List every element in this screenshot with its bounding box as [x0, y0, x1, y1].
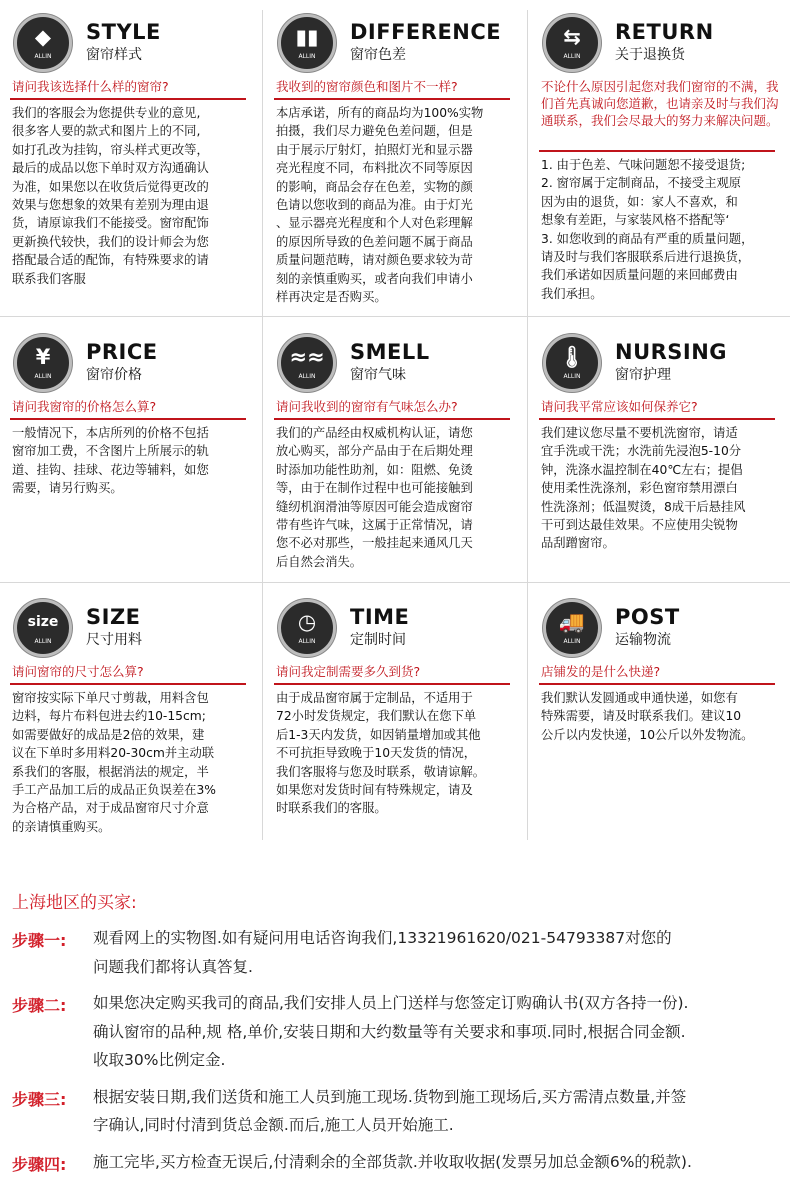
answer-line: 时添加功能性助剂，如：阻燃、免烫	[276, 462, 473, 477]
answer-line: 我们的产品经由权威机构认证，请您	[276, 426, 473, 440]
answer-line: 更新换代较快，我们的设计师会为您	[12, 234, 209, 249]
answer-line: 样再决定是否购买。	[276, 290, 387, 305]
answer-line: 边料，每片布料包进去约10-15cm;	[12, 709, 206, 724]
answer-line: 性洗涤剂；低温熨烫，8成干后悬挂风	[541, 499, 746, 514]
step-text	[93, 1083, 783, 1140]
card-title-en: RETURN	[615, 20, 714, 44]
step-label: 步骤三:	[12, 1089, 67, 1109]
answer-line: 72小时发货规定，我们默认在您下单	[276, 709, 477, 724]
card-title-en: TIME	[350, 605, 410, 629]
answer-line: 2. 窗帘属于定制商品，不接受主观原	[541, 176, 742, 191]
answer-line: 3. 如您收到的商品有严重的质量问题，	[541, 231, 754, 246]
faq-card-smell	[264, 320, 526, 620]
icon-glyph: ⇆	[563, 25, 581, 49]
answer-line: 想象有差距，与家装风格不搭配等‘	[541, 213, 730, 228]
card-question: 请问我窗帘的价格怎么算?	[12, 399, 157, 414]
question-underline	[10, 418, 246, 420]
step-label: 步骤一:	[12, 931, 67, 950]
step-text	[93, 924, 783, 981]
answer-line: 缝纫机润滑油等原因可能会造成窗帘	[276, 499, 473, 514]
icon-glyph: size	[27, 614, 59, 630]
answer-line: 请及时与我们客服联系后进行退换货，	[541, 250, 751, 265]
question-underline	[274, 683, 510, 685]
answer-line: 的原因所导致的色差问题不属于商品	[276, 234, 473, 249]
card-question: 不论什么原因引起您对我们窗帘的不满，我们首先真诚向您道歉，也请亲及时与我们沟通联系，我们会尽最大的努力来解决问题。	[541, 79, 779, 128]
answer-line: 议在下单时多用料20-30cm并主动联	[12, 746, 215, 761]
card-answer	[276, 689, 514, 818]
question-underline	[539, 418, 775, 420]
card-answer	[12, 689, 250, 836]
answer-line: 联系我们客服	[12, 271, 86, 286]
faq-card-time	[264, 585, 526, 885]
answer-line: 亮光程度不同，布料批次不同等原因	[276, 161, 473, 176]
answer-line: 我们承担。	[541, 286, 603, 301]
card-question: 请问窗帘的尺寸怎么算?	[12, 664, 144, 679]
answer-line: 手工产品加工后的成品正负误差在3%	[12, 783, 216, 798]
brand-badge-text: ALLIN	[563, 53, 581, 60]
answer-line: 窗帘按实际下单尺寸剪裁，用料含包	[12, 691, 209, 705]
answer-line: 我们默认发圆通或申通快递，如您有	[541, 691, 738, 705]
answer-line: 后自然会消失。	[276, 554, 363, 569]
card-question: 我收到的窗帘颜色和图片不一样?	[276, 79, 458, 94]
answer-line: 我们的客服会为您提供专业的意见,	[12, 106, 201, 120]
answer-line: 效果与您想象的效果有差别为理由退	[12, 198, 209, 213]
faq-card-price	[0, 320, 262, 620]
faq-card-return	[529, 0, 790, 300]
answer-line: 为准，如果您以在收货后觉得更改的	[12, 179, 209, 194]
card-question: 店铺发的是什么快递?	[541, 664, 661, 679]
step-text-line: 收取30%比例定金.	[93, 1051, 226, 1069]
answer-line: 最后的成品以您下单时双方沟通确认	[12, 161, 209, 176]
card-title-cn: 窗帘样式	[86, 47, 142, 63]
answer-line: 货，请原谅我们不能接受。窗帘配饰	[12, 216, 209, 231]
answer-line: 拍摄，我们尽力避免色差问题，但是	[276, 124, 473, 139]
question-underline	[274, 98, 510, 100]
icon-glyph: ◷	[297, 610, 317, 634]
brand-badge-text: ALLIN	[34, 638, 52, 645]
card-title-cn: 运输物流	[615, 632, 671, 648]
answer-line: 由于展示厅射灯，拍照灯光和显示器	[276, 142, 473, 157]
answer-line: 系我们的客服，根据消法的规定，半	[12, 764, 209, 779]
brand-badge-text: ALLIN	[34, 53, 52, 60]
icon-glyph: ¥	[35, 345, 51, 369]
answer-line: 您不必对那些，一般挂起来通风几天	[276, 536, 473, 551]
card-question: 请问我平常应该如何保养它?	[541, 399, 698, 414]
answer-line: 色请以您收到的商品为准。由于灯光	[276, 198, 473, 213]
step-text	[93, 1148, 783, 1177]
step-text-line: 观看网上的实物图.如有疑问用电话咨询我们,13321961620/021-54793387对您的	[93, 929, 672, 947]
answer-line: 时联系我们的客服。	[276, 801, 387, 816]
step-text	[93, 989, 783, 1075]
icon-glyph: 🌡	[558, 345, 586, 369]
question-underline	[539, 150, 775, 152]
card-title-cn: 窗帘护理	[615, 367, 671, 383]
grid-divider	[262, 10, 263, 840]
answer-line: 刻的亲慎重购买，或者向我们申请小	[276, 271, 473, 286]
step-text-line: 如果您决定购买我司的商品,我们安排人员上门送样与您签定订购确认书(双方各持一份).	[93, 994, 689, 1012]
card-answer	[12, 104, 250, 288]
question-underline	[539, 683, 775, 685]
faq-card-style	[0, 0, 262, 300]
answer-line: 我们承诺如因质量问题的来回邮费由	[541, 268, 738, 283]
card-answer	[12, 424, 250, 498]
answer-line: 的亲请慎重购买。	[12, 819, 111, 834]
card-title-cn: 尺寸用料	[86, 632, 142, 648]
answer-line: 不可抗拒导致晚于10天发货的情况，	[276, 746, 477, 761]
yen-icon	[14, 334, 72, 392]
answer-line: 等，由于在制作过程中也可能接触到	[276, 481, 473, 496]
brand-badge-text: ALLIN	[563, 638, 581, 645]
card-answer	[541, 424, 779, 553]
brand-badge-text: ALLIN	[563, 373, 581, 380]
tag-icon	[14, 14, 72, 72]
answer-line: 品刮蹭窗帘。	[541, 536, 615, 551]
card-title-en: POST	[615, 605, 680, 629]
answer-line: 需要，请另行购买。	[12, 481, 123, 496]
answer-line: 、显示器亮光程度和个人对色彩理解	[276, 216, 473, 231]
brand-badge-text: ALLIN	[298, 53, 316, 60]
answer-line: 1. 由于色差、气味问题恕不接受退货;	[541, 158, 746, 172]
step-text-line: 问题我们都将认真答复.	[93, 957, 253, 976]
answer-line: 干可到达最佳效果。不应使用尖锐物	[541, 518, 738, 533]
answer-line: 本店承诺，所有的商品均为100%实物	[276, 106, 484, 120]
grid-divider	[527, 10, 528, 840]
answer-line: 使用柔性洗涤剂，彩色窗帘禁用漂白	[541, 481, 738, 496]
answer-line: 后1-3天内发货，如因销量增加或其他	[276, 727, 481, 742]
faq-card-nursing	[529, 320, 790, 620]
card-title-en: NURSING	[615, 340, 728, 364]
question-underline	[10, 683, 246, 685]
answer-line: 道、挂钩、挂球、花边等辅料，如您	[12, 462, 209, 477]
return-arrows-icon	[543, 14, 601, 72]
step-label: 步骤四:	[12, 1154, 67, 1174]
answer-line: 带有些许气味，这属于正常情况，请	[276, 518, 473, 533]
card-answer	[276, 424, 514, 571]
size-icon	[14, 599, 72, 657]
icon-glyph: 🚚	[558, 610, 586, 634]
grid-divider	[0, 316, 790, 317]
answer-line: 我们客服将与您及时联系，敬请谅解。	[276, 764, 486, 779]
card-title-cn: 窗帘色差	[350, 47, 406, 63]
color-swatch-icon	[278, 14, 336, 72]
card-title-cn: 定制时间	[350, 632, 406, 648]
card-answer	[541, 156, 779, 303]
question-underline	[274, 418, 510, 420]
answer-line: 很多客人要的款式和图片上的不同,	[12, 124, 201, 139]
answer-line: 放心购买，部分产品由于在后期处理	[276, 444, 473, 459]
card-question: 请问我收到的窗帘有气味怎么办?	[276, 399, 458, 414]
answer-line: 的影响，商品会存在色差，实物的颜	[276, 179, 473, 194]
answer-line: 我们建议您尽量不要机洗窗帘，请适	[541, 426, 738, 440]
icon-glyph: ◆	[34, 25, 52, 49]
card-title-cn: 关于退换货	[615, 47, 685, 63]
brand-badge-text: ALLIN	[298, 638, 316, 645]
question-underline	[10, 98, 246, 100]
faq-card-post	[529, 585, 790, 885]
answer-line: 搭配最合适的配饰，有特殊要求的请	[12, 253, 209, 268]
answer-line: 窗帘加工费，不含图片上所展示的轨	[12, 444, 209, 459]
answer-line: 特殊需要，请及时联系我们。建议10	[541, 709, 742, 724]
faq-card-size	[0, 585, 262, 885]
card-title-en: SMELL	[350, 340, 430, 364]
step-text-line: 根据安装日期,我们送货和施工人员到施工现场.货物到施工现场后,买方需清点数量,并签	[93, 1087, 687, 1106]
card-title-en: DIFFERENCE	[350, 20, 502, 44]
card-answer	[541, 689, 779, 744]
card-question: 请问我定制需要多久到货?	[276, 664, 421, 679]
card-question: 请问我该选择什么样的窗帘?	[12, 79, 169, 94]
answer-line: 为合格产品，对于成品窗帘尺寸介意	[12, 801, 209, 816]
brand-badge-text: ALLIN	[34, 373, 52, 380]
answer-line: 由于成品窗帘属于定制品，不适用于	[276, 691, 473, 705]
icon-glyph: ≈≈	[289, 345, 325, 369]
step-text-line: 字确认,同时付清到货总金额.而后,施工人员开始施工.	[93, 1116, 454, 1134]
brand-badge-text: ALLIN	[298, 373, 316, 380]
faq-card-difference	[264, 0, 526, 305]
section-title: 上海地区的买家:	[12, 893, 137, 913]
clock-icon	[278, 599, 336, 657]
icon-glyph: ▮▮	[295, 25, 319, 49]
card-title-en: STYLE	[86, 20, 161, 44]
step-text-line: 施工完毕,买方检查无误后,付清剩余的全部货款.并收取收据(发票另加总金额6%的税款).	[93, 1152, 692, 1171]
answer-line: 公斤以内发快递，10公斤以外发物流。	[541, 727, 754, 742]
answer-line: 因为由的退货，如：家人不喜欢，和	[541, 194, 738, 209]
answer-line: 钟，洗涤水温控制在40℃左右；提倡	[541, 462, 743, 477]
smell-waves-icon	[278, 334, 336, 392]
step-label: 步骤二:	[12, 996, 67, 1015]
thermometer-icon	[543, 334, 601, 392]
answer-line: 质量问题范畴，请对颜色要求较为苛	[276, 253, 473, 268]
answer-line: 如果您对发货时间有特殊规定，请及	[276, 783, 473, 798]
card-title-en: SIZE	[86, 605, 141, 629]
card-title-en: PRICE	[86, 340, 158, 364]
card-title-cn: 窗帘价格	[86, 367, 142, 383]
answer-line: 一般情况下，本店所列的价格不包括	[12, 426, 209, 440]
answer-line: 如打孔改为挂钩，帘头样式更改等，	[12, 142, 209, 157]
step-text-line: 确认窗帘的品种,规 格,单价,安装日期和大约数量等有关要求和事项.同时,根据合同金额.	[93, 1022, 686, 1041]
answer-line: 如需要做好的成品是2倍的效果，建	[12, 727, 205, 742]
answer-line: 宜手洗或干洗；水洗前先浸泡5-10分	[541, 444, 742, 459]
card-answer	[276, 104, 514, 306]
card-title-cn: 窗帘气味	[350, 367, 406, 383]
delivery-truck-icon	[543, 599, 601, 657]
